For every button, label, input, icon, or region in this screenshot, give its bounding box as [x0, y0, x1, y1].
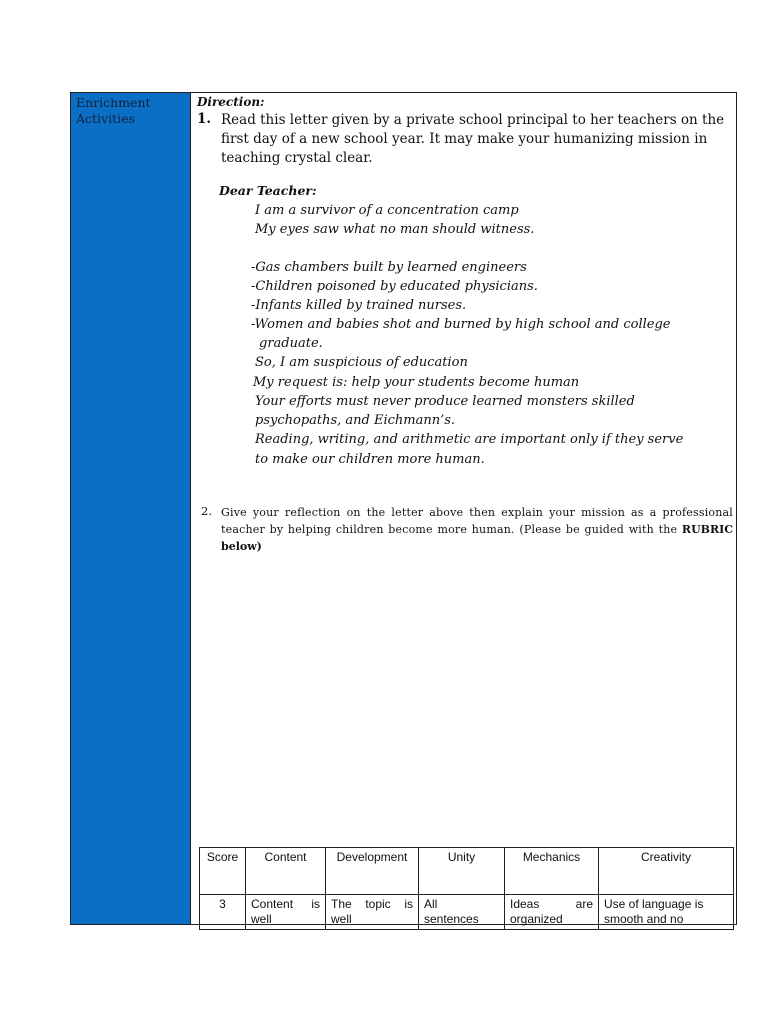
cell-line: Content is — [251, 897, 320, 911]
rubric-mechanics-cell — [505, 895, 599, 930]
letter-line: Your efforts must never produce learned monsters skilled — [255, 394, 635, 409]
cell-line: well — [251, 912, 272, 926]
letter-line: I am a survivor of a concentration camp — [255, 203, 519, 218]
letter-line: to make our children more human. — [255, 452, 485, 467]
cell-line: smooth and no — [604, 912, 684, 926]
rubric-header: Unity — [419, 848, 505, 895]
letter-line: My eyes saw what no man should witness. — [255, 222, 535, 237]
cell-line: Use of language is — [604, 897, 704, 911]
item1-number: 1. — [197, 111, 212, 127]
cell-line: All — [424, 897, 438, 911]
sidebar-label-line2: Activities — [76, 111, 135, 126]
cell-line: The topic is — [331, 897, 413, 911]
sidebar-label-line1: Enrichment — [76, 95, 151, 110]
letter-salutation: Dear Teacher: — [219, 183, 317, 198]
rubric-header: Mechanics — [505, 848, 599, 895]
enrichment-activities-table — [70, 92, 737, 925]
rubric-table — [199, 847, 734, 930]
rubric-header-row — [200, 848, 734, 895]
letter-line: So, I am suspicious of education — [255, 355, 468, 370]
cell-line: well — [331, 912, 352, 926]
rubric-row — [200, 895, 734, 930]
item2-number: 2. — [201, 504, 212, 518]
rubric-content-cell — [246, 895, 326, 930]
rubric-unity-cell — [419, 895, 505, 930]
letter-line: graduate. — [259, 336, 323, 351]
cell-line: sentences — [424, 912, 479, 926]
rubric-development-cell — [326, 895, 419, 930]
sidebar-label — [76, 95, 151, 127]
rubric-header: Score — [200, 848, 246, 895]
item2-text-body: Give your reflection on the letter above then explain your mission as a professional teacher by helping children become more human. (Please be guided with the — [221, 506, 733, 536]
content-cell — [191, 93, 736, 924]
rubric-header: Creativity — [599, 848, 734, 895]
rubric-header: Content — [246, 848, 326, 895]
item1-text: Read this letter given by a private school principal to her teachers on the first day of a new school year. It may make your humanizing mission in teaching crystal clear. — [221, 112, 725, 166]
letter-line: Reading, writing, and arithmetic are important only if they serve — [255, 432, 684, 447]
rubric-score-cell: 3 — [200, 895, 246, 930]
letter-line: My request is: help your students become human — [253, 375, 580, 390]
letter-line: -Gas chambers built by learned engineers — [251, 260, 527, 275]
cell-line: Ideas are — [510, 897, 593, 911]
letter-line: psychopaths, and Eichmann’s. — [255, 413, 456, 428]
rubric-creativity-cell — [599, 895, 734, 930]
letter-line: -Children poisoned by educated physicians. — [251, 279, 538, 294]
letter-line: -Infants killed by trained nurses. — [251, 298, 467, 313]
letter-line: -Women and babies shot and burned by high school and college — [251, 317, 671, 332]
cell-line: organized — [510, 912, 563, 926]
item2-text-bold: RUBRIC below) — [221, 523, 733, 553]
sidebar-cell — [71, 93, 191, 924]
direction-label: Direction: — [197, 95, 265, 109]
rubric-header: Development — [326, 848, 419, 895]
item2-text — [221, 504, 733, 555]
